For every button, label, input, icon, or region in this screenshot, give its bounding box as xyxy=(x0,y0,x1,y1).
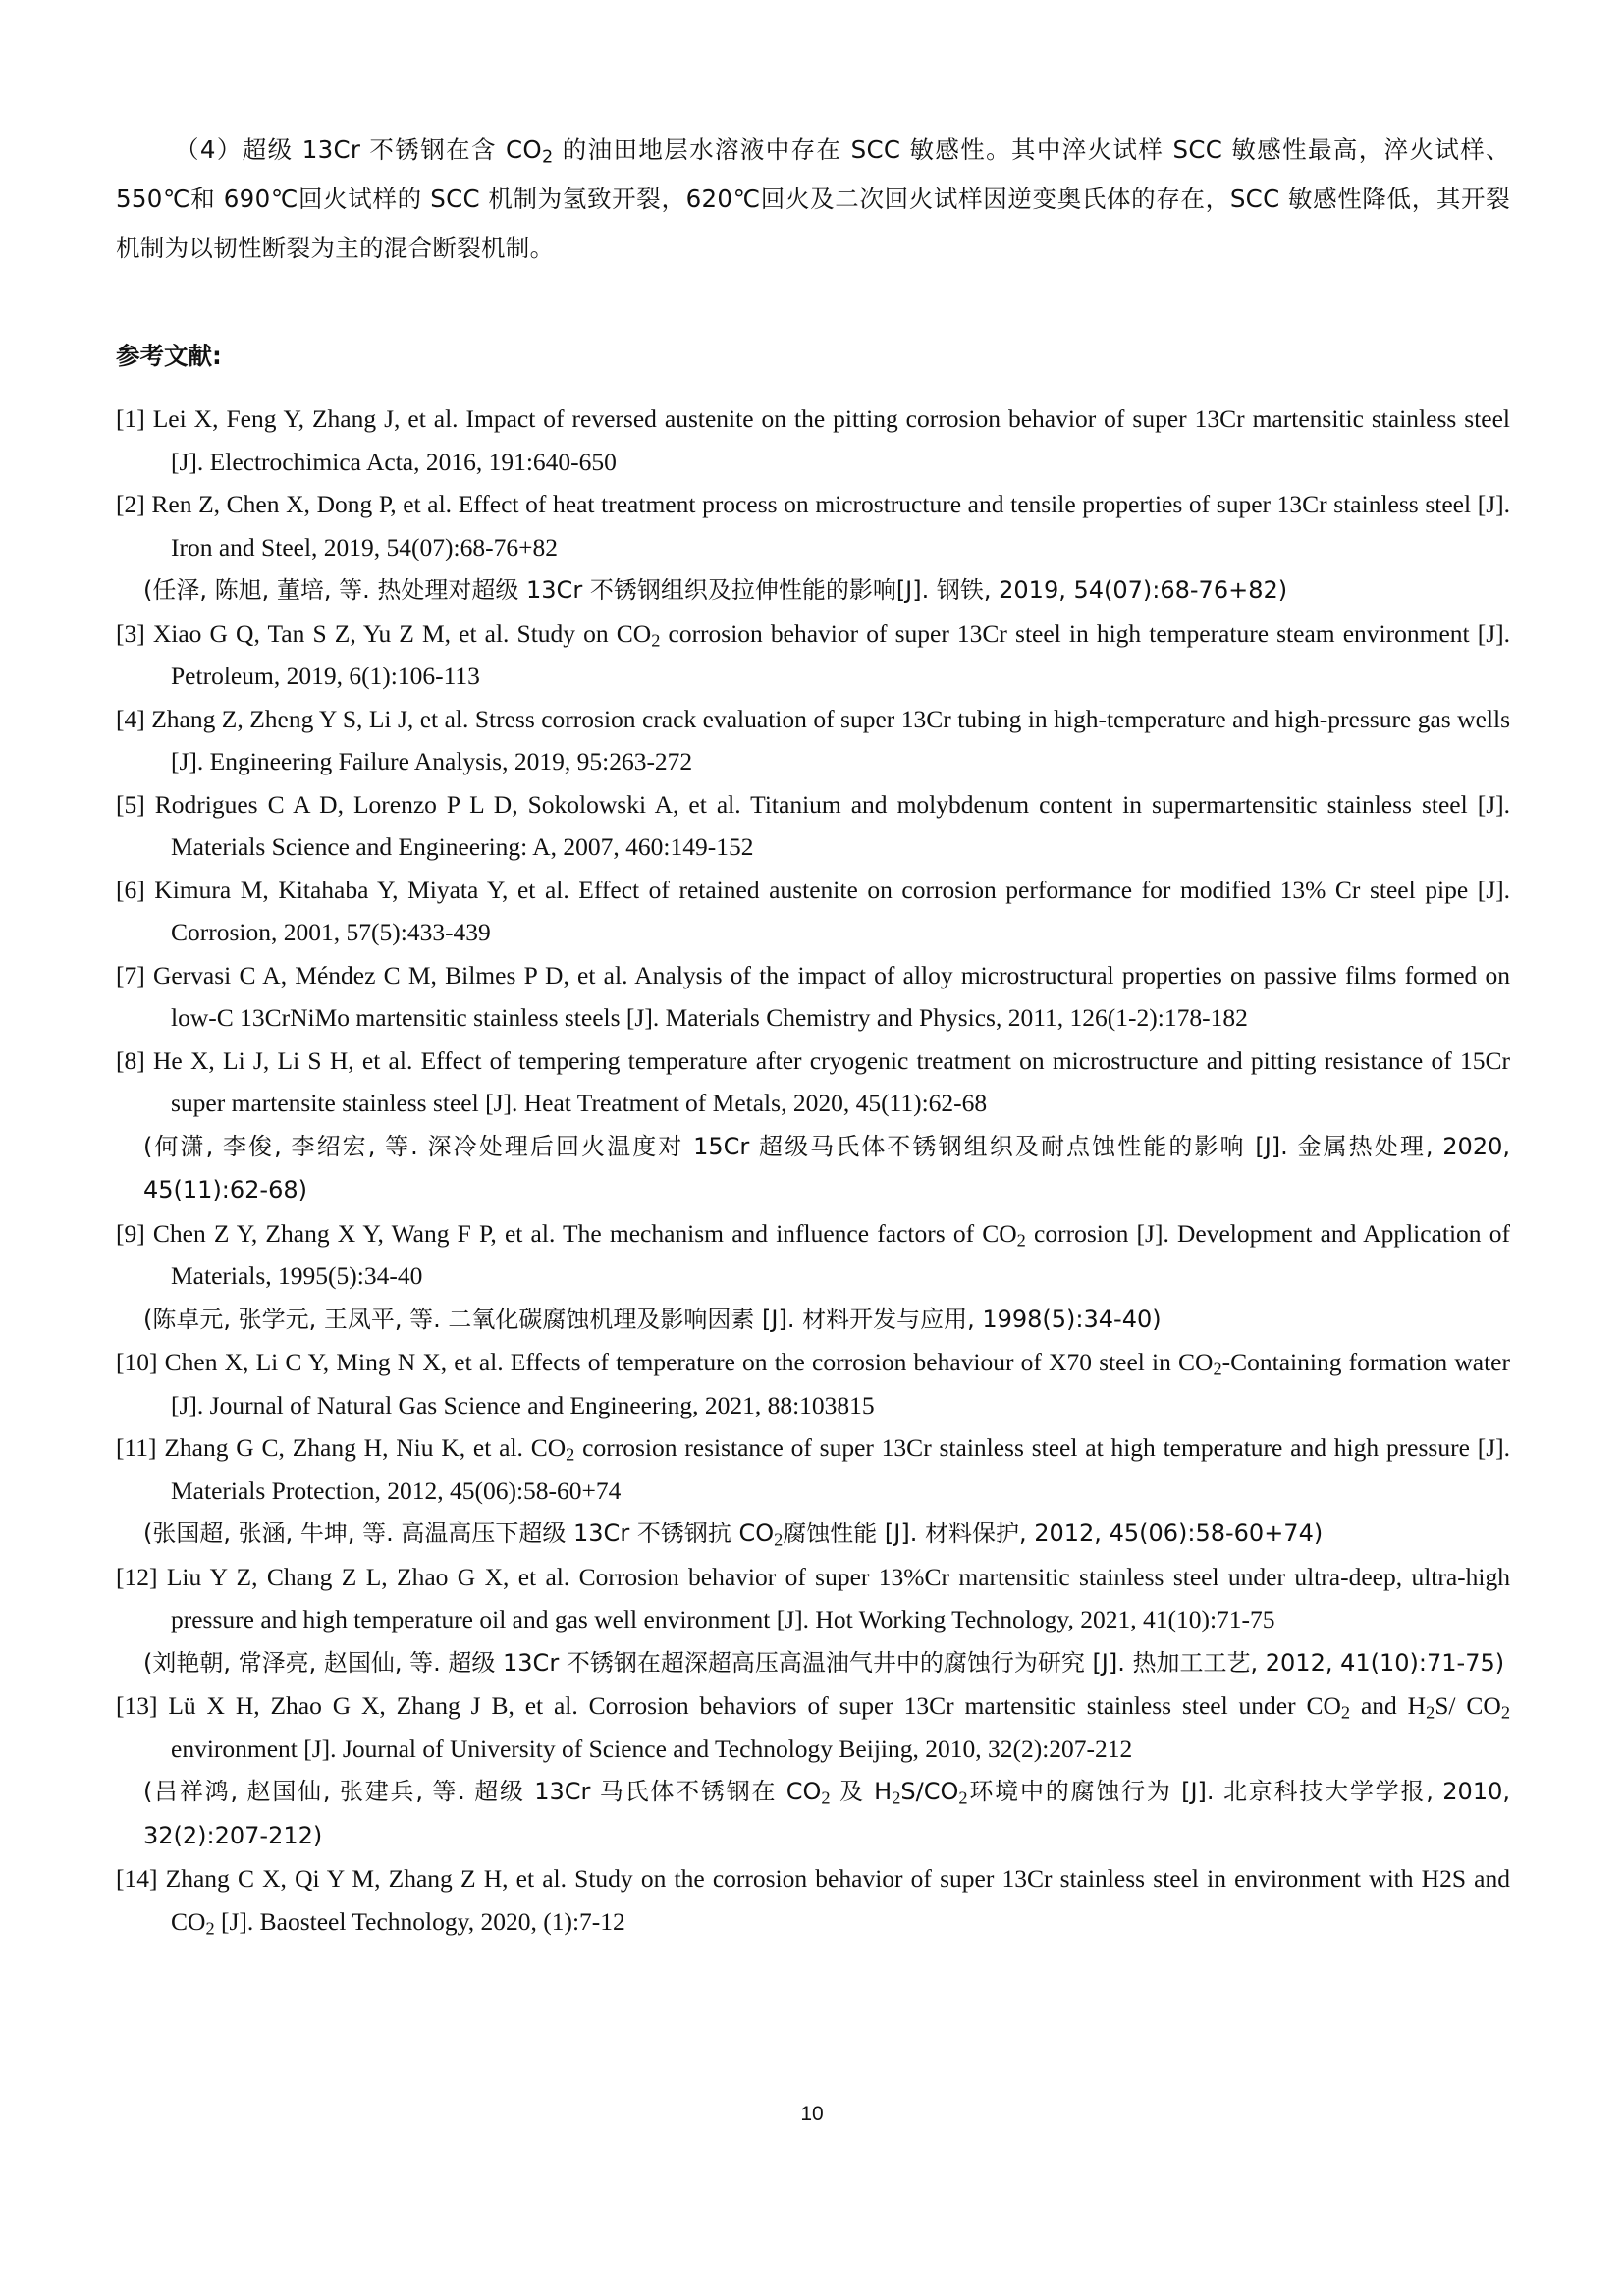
reference-8-chinese: (何潇, 李俊, 李绍宏, 等. 深冷处理后回火温度对 15Cr 超级马氏体不锈钢组织及耐点蚀性能的影响 [J]. 金属热处理, 2020, 45(11):62-68) xyxy=(143,1132,1510,1203)
reference-12: [12] Liu Y Z, Chang Z L, Zhao G X, et al. Corrosion behavior of super 13%Cr martensitic stainless steel under ultra-deep, ultra-high pressure and high temperature oil and gas well environment [J]. Hot Working Technology, 2021, 41(10):71-75 xyxy=(116,1562,1510,1633)
reference-9: [9] Chen Z Y, Zhang X Y, Wang F P, et al. The mechanism and influence factors of $CO_2$ corrosion [J]. Development and Application of Materials, 1995(5):34-40 xyxy=(116,1218,1510,1290)
reference-9-chinese: (陈卓元, 张学元, 王凤平, 等. 二氧化碳腐蚀机理及影响因素 [J]. 材料开发与应用, 1998(5):34-40) xyxy=(143,1305,1162,1333)
reference-14: [14] Zhang C X, Qi Y M, Zhang Z H, et al. Study on the corrosion behavior of super 13Cr stainless steel in environment with H2S and $CO_2$ [J]. Baosteel Technology, 2020, (1):7-12 xyxy=(116,1864,1510,1939)
reference-12-chinese: (刘艳朝, 常泽亮, 赵国仙, 等. 超级 13Cr 不锈钢在超深超高压高温油气井中的腐蚀行为研究 [J]. 热加工工艺, 2012, 41(10):71-75) xyxy=(143,1648,1505,1677)
reference-2-chinese: (任泽, 陈旭, 董培, 等. 热处理对超级 13Cr 不锈钢组织及拉伸性能的影响[J]. 钢铁, 2019, 54(07):68-76+82) xyxy=(143,576,1288,604)
reference-8: [8] He X, Li J, Li S H, et al. Effect of tempering temperature after cryogenic treatment on microstructure and pitting resistance of 15Cr super martensite stainless steel [J]. Heat Treatment of Metals, 2020, 45(11):62-68 xyxy=(116,1045,1510,1117)
reference-11-chinese: (张国超, 张涵, 牛坤, 等. 高温高压下超级 13Cr 不锈钢抗 $CO_2$腐蚀性能 [J]. 材料保护, 2012, 45(06):58-60+74) xyxy=(143,1520,1324,1550)
reference-13: [13] Lü X H, Zhao G X, Zhang J B, et al. Corrosion behaviors of super 13Cr martensitic stainless steel under $CO_2$ and $H_2S/$ $CO_2$ environment [J]. Journal of University of Science and Technology Beijing, 2010, 32(2):207-212 xyxy=(116,1691,1510,1763)
references-heading: 参考文献: xyxy=(116,342,222,370)
conclusion-paragraph: （4）超级 13Cr 不锈钢在含 $CO_2$ 的油田地层水溶液中存在 SCC 敏感性。其中淬火试样 SCC 敏感性最高，淬火试样、550℃和 690℃回火试样的 SCC 机制为氢致开裂，620℃回火及二次回火试样因逆变奥氏体的存在，SCC 敏感性降低，其开裂机制为以韧性断裂为主的混合断裂机制。 xyxy=(116,135,1510,262)
reference-5: [5] Rodrigues C A D, Lorenzo P L D, Sokolowski A, et al. Titanium and molybdenum content in supermartensitic stainless steel [J]. Materials Science and Engineering: A, 2007, 460:149-152 xyxy=(116,789,1510,861)
page-number: 10 xyxy=(800,2103,824,2125)
reference-10: [10] Chen X, Li C Y, Ming N X, et al. Effects of temperature on the corrosion behaviour of X70 steel in $CO_2$-Containing formation water [J]. Journal of Natural Gas Science and Engineering, 2021, 88:103815 xyxy=(116,1348,1510,1419)
reference-1: [1] Lei X, Feng Y, Zhang J, et al. Impact of reversed austenite on the pitting corrosion behavior of super 13Cr martensitic stainless steel [J]. Electrochimica Acta, 2016, 191:640-650 xyxy=(116,404,1510,476)
reference-13-chinese: (吕祥鸿, 赵国仙, 张建兵, 等. 超级 13Cr 马氏体不锈钢在 $CO_2$ 及 $H_2S/CO_2$环境中的腐蚀行为 [J]. 北京科技大学学报, 2010, 32(2):207-212) xyxy=(143,1778,1510,1849)
reference-list xyxy=(116,398,1510,1943)
reference-4: [4] Zhang Z, Zheng Y S, Li J, et al. Stress corrosion crack evaluation of super 13Cr tubing in high-temperature and high-pressure gas wells [J]. Engineering Failure Analysis, 2019, 95:263-272 xyxy=(116,704,1510,775)
reference-11: [11] Zhang G C, Zhang H, Niu K, et al. $CO_2$ corrosion resistance of super 13Cr stainless steel at high temperature and high pressure [J]. Materials Protection, 2012, 45(06):58-60+74 xyxy=(116,1433,1510,1505)
reference-7: [7] Gervasi C A, Méndez C M, Bilmes P D, et al. Analysis of the impact of alloy microstructural properties on passive films formed on low-C 13CrNiMo martensitic stainless steels [J]. Materials Chemistry and Physics, 2011, 126(1-2):178-182 xyxy=(116,960,1510,1032)
page-content xyxy=(116,126,1510,1943)
reference-2: [2] Ren Z, Chen X, Dong P, et al. Effect of heat treatment process on microstructure and tensile properties of super 13Cr stainless steel [J]. Iron and Steel, 2019, 54(07):68-76+82 xyxy=(116,490,1510,561)
reference-3: [3] Xiao G Q, Tan S Z, Yu Z M, et al. Study on $CO_2$ corrosion behavior of super 13Cr steel in high temperature steam environment [J]. Petroleum, 2019, 6(1):106-113 xyxy=(116,618,1510,690)
reference-6: [6] Kimura M, Kitahaba Y, Miyata Y, et al. Effect of retained austenite on corrosion performance for modified 13% Cr steel pipe [J]. Corrosion, 2001, 57(5):433-439 xyxy=(116,875,1510,946)
